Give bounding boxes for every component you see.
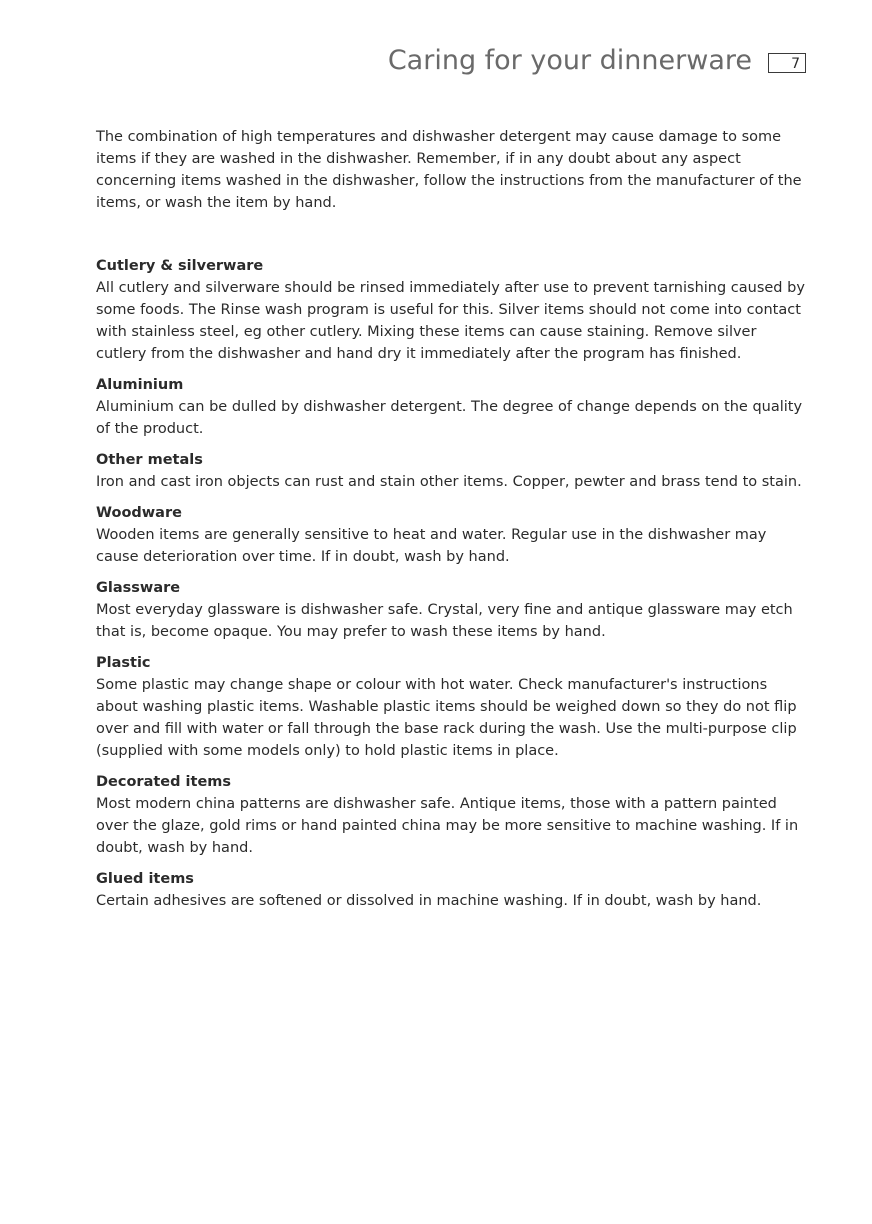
- intro-paragraph: The combination of high temperatures and dishwasher detergent may cause damage to some items if they are washed in the dishwasher. Remember, if in any doubt about any aspect concerning items washed in the dishwasher, follow the instructions from the manufacturer of the items, or wash the item by hand.: [96, 129, 802, 211]
- section-heading: Other metals: [96, 452, 203, 468]
- section-glued-items: [96, 868, 808, 912]
- section-woodware: [96, 502, 808, 568]
- section-other-metals: [96, 449, 808, 493]
- section-body: Aluminium can be dulled by dishwasher detergent. The degree of change depends on the quality of the product.: [96, 399, 803, 437]
- section-heading: Decorated items: [96, 774, 232, 790]
- section-heading: Cutlery & silverware: [96, 258, 264, 274]
- section-body: All cutlery and silverware should be rinsed immediately after use to prevent tarnishing caused by some foods. The Rinse wash program is useful for this. Silver items should not come into contact with stainless steel, eg other cutlery. Mixing these items can cause staining. Remove silver cutlery from the dishwasher and hand dry it immediately after the program has finished.: [96, 280, 805, 362]
- section-body: Most modern china patterns are dishwasher safe. Antique items, those with a pattern painted over the glaze, gold rims or hand painted china may be more sensitive to machine washing. If in doubt, wash by hand.: [96, 796, 799, 856]
- section-body: Wooden items are generally sensitive to heat and water. Regular use in the dishwasher may cause deterioration over time. If in doubt, wash by hand.: [96, 527, 767, 565]
- page-title: Caring for your dinnerware: [387, 45, 752, 76]
- section-body: Iron and cast iron objects can rust and stain other items. Copper, pewter and brass tend to stain.: [96, 474, 802, 490]
- section-heading: Woodware: [96, 505, 182, 521]
- page-content: [96, 126, 808, 921]
- section-glassware: [96, 577, 808, 643]
- section-cutlery: [96, 255, 808, 365]
- section-heading: Glued items: [96, 871, 194, 887]
- section-heading: Plastic: [96, 655, 151, 671]
- section-heading: Aluminium: [96, 377, 184, 393]
- section-plastic: [96, 652, 808, 762]
- section-body: Some plastic may change shape or colour with hot water. Check manufacturer's instructions about washing plastic items. Washable plastic items should be weighed down so they do not flip over and fill with water or fall through the base rack during the wash. Use the multi-purpose clip (supplied with some models only) to hold plastic items in place.: [96, 677, 797, 759]
- page-header: [388, 45, 806, 76]
- section-decorated-items: [96, 771, 808, 859]
- page-number: 7: [768, 53, 806, 73]
- section-heading: Glassware: [96, 580, 181, 596]
- section-aluminium: [96, 374, 808, 440]
- section-body: Certain adhesives are softened or dissolved in machine washing. If in doubt, wash by hand.: [96, 893, 762, 909]
- section-body: Most everyday glassware is dishwasher safe. Crystal, very fine and antique glassware may etch that is, become opaque. You may prefer to wash these items by hand.: [96, 602, 793, 640]
